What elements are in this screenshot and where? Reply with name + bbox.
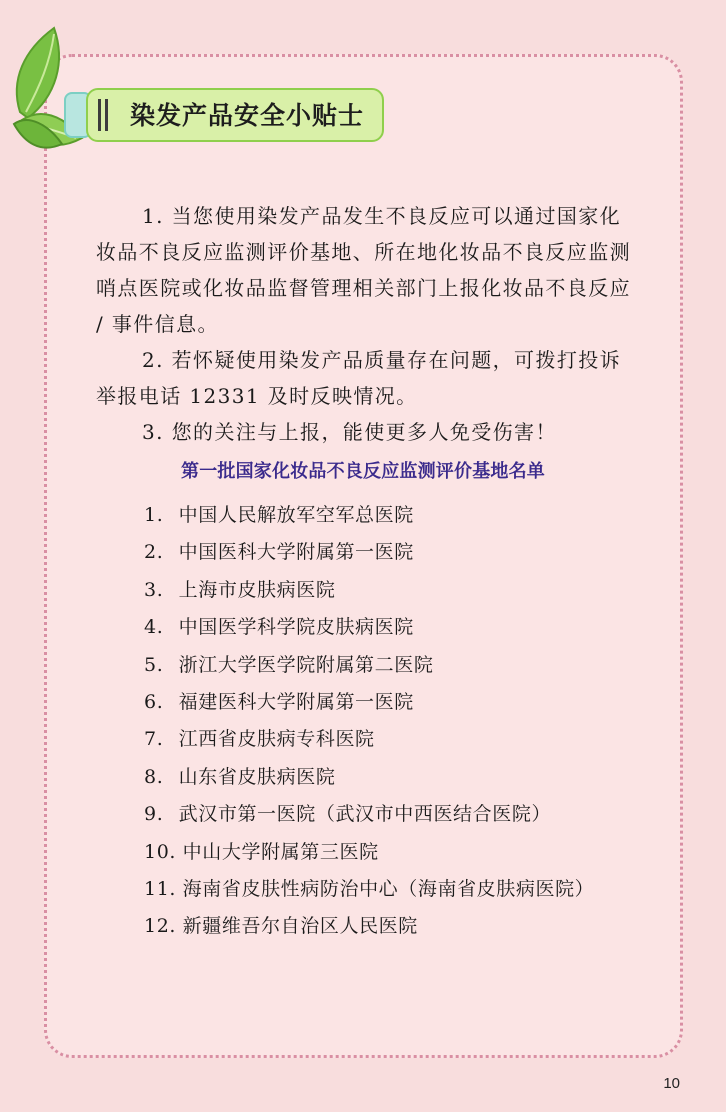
tip-number: 3. (142, 420, 164, 444)
tip-text: 您的关注与上报，能使更多人免受伤害！ (171, 420, 557, 444)
list-item-number: 3. (144, 578, 164, 601)
list-item-name: 中国人民解放军空军总医院 (178, 504, 414, 526)
tip-number: 2. (142, 348, 164, 372)
list-item-number: 5. (144, 653, 164, 676)
list-item (144, 871, 644, 908)
list-item (144, 908, 644, 945)
list-item (144, 834, 644, 871)
list-title: 第一批国家化妆品不良反应监测评价基地名单 (181, 461, 545, 482)
list-item-number: 12. (144, 915, 177, 938)
list-item-number: 4. (144, 616, 164, 639)
list-item-name: 山东省皮肤病医院 (178, 765, 336, 788)
title-card (86, 88, 384, 142)
list-item-number: 10. (144, 840, 177, 863)
list-item (144, 534, 644, 571)
list-item-name: 浙江大学医学院附属第二医院 (178, 653, 434, 676)
hospital-list (144, 497, 644, 946)
list-item-number: 6. (144, 690, 164, 713)
list-item-name: 福建医科大学附属第一医院 (178, 690, 414, 713)
tip-number: 1. (142, 204, 164, 228)
list-item-number: 9. (144, 803, 164, 826)
tip-text: 当您使用染发产品发生不良反应可以通过国家化妆品不良反应监测评价基地、所在地化妆品不良反应监测哨点医院或化妆品监督管理相关部门上报化妆品不良反应 / 事件信息。 (96, 204, 631, 336)
title-badge (64, 88, 384, 142)
list-item-name: 中山大学附属第三医院 (182, 840, 379, 863)
list-item-number: 8. (144, 765, 164, 788)
list-item-name: 武汉市第一医院（武汉市中西医结合医院） (178, 803, 552, 826)
list-item (144, 609, 644, 646)
list-item-name: 新疆维吾尔自治区人民医院 (182, 915, 418, 938)
list-item-name: 上海市皮肤病医院 (178, 578, 336, 601)
page-number: 10 (663, 1075, 680, 1092)
tip-paragraph (96, 414, 634, 450)
list-item (144, 721, 644, 758)
list-item-number: 2. (144, 541, 164, 564)
tip-text: 若怀疑使用染发产品质量存在问题，可拨打投诉举报电话 12331 及时反映情况。 (96, 348, 622, 408)
tip-paragraph (96, 342, 634, 414)
list-item (144, 796, 644, 833)
list-item-name: 海南省皮肤性病防治中心（海南省皮肤病医院） (182, 877, 595, 900)
tips-section (96, 198, 634, 450)
list-item (144, 684, 644, 721)
list-item (144, 497, 644, 534)
tip-paragraph (96, 198, 634, 342)
title-bars-icon (98, 99, 108, 131)
list-item (144, 759, 644, 796)
list-item-name: 中国医科大学附属第一医院 (178, 541, 414, 564)
list-item (144, 647, 644, 684)
list-item-name: 中国医学科学院皮肤病医院 (178, 616, 414, 639)
list-item-number: 1. (144, 504, 164, 526)
list-item-number: 11. (144, 877, 177, 900)
list-item-name: 江西省皮肤病专科医院 (178, 728, 375, 751)
list-item (144, 572, 644, 609)
page-title: 染发产品安全小贴士 (130, 101, 365, 130)
list-item-number: 7. (144, 728, 164, 751)
